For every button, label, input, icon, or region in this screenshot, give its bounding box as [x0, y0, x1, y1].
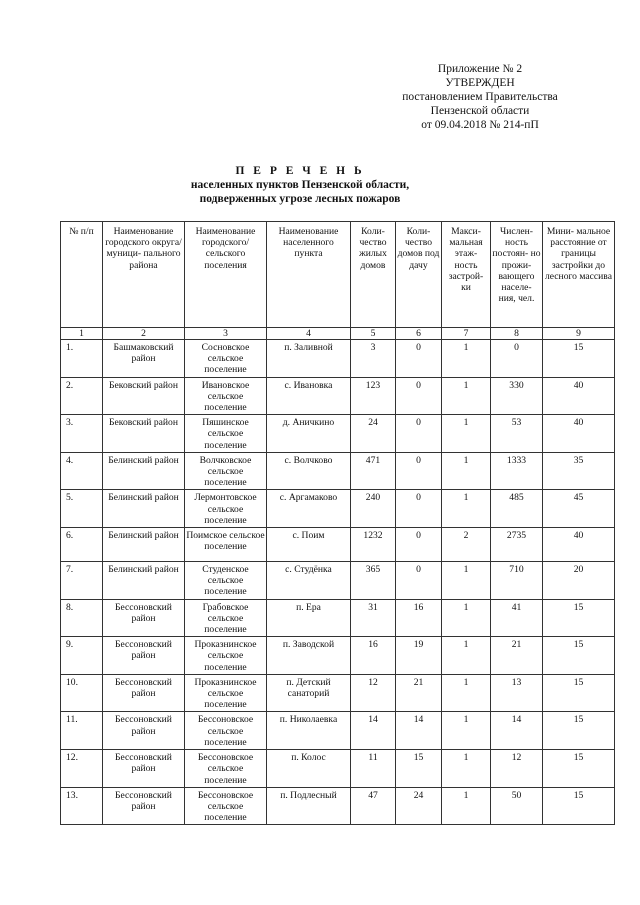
cell-population: 0 — [491, 340, 543, 378]
cell-district: Белинский район — [103, 452, 185, 490]
table-row — [61, 562, 615, 600]
cell-houses: 123 — [351, 377, 396, 415]
cell-number: 13. — [61, 787, 103, 825]
cell-number: 8. — [61, 599, 103, 637]
cell-houses: 31 — [351, 599, 396, 637]
cell-population: 1333 — [491, 452, 543, 490]
column-number: 1 — [61, 328, 103, 340]
localities-table — [60, 221, 615, 825]
cell-district: Белинский район — [103, 528, 185, 562]
cell-dachas: 24 — [396, 787, 442, 825]
cell-settlement: Студенское сельское поселение — [185, 562, 267, 600]
table-row — [61, 528, 615, 562]
column-number: 8 — [491, 328, 543, 340]
cell-distance: 15 — [543, 599, 615, 637]
cell-dachas: 0 — [396, 562, 442, 600]
cell-population: 2735 — [491, 528, 543, 562]
cell-distance: 15 — [543, 674, 615, 712]
table-row — [61, 452, 615, 490]
cell-houses: 47 — [351, 787, 396, 825]
cell-number: 3. — [61, 415, 103, 453]
header-population: Числен- ность постоян- но прожи- вающего населе- ния, чел. — [491, 222, 543, 328]
cell-distance: 15 — [543, 750, 615, 788]
cell-distance: 40 — [543, 377, 615, 415]
approval-date: от 09.04.2018 № 214-пП — [421, 119, 539, 131]
title-subheading-2: подверженных угрозе лесных пожаров — [199, 193, 401, 205]
cell-settlement: Лермонтовское сельское поселение — [185, 490, 267, 528]
cell-dachas: 16 — [396, 599, 442, 637]
table-row — [61, 377, 615, 415]
cell-houses: 16 — [351, 637, 396, 675]
cell-district: Башмаковский район — [103, 340, 185, 378]
cell-population: 50 — [491, 787, 543, 825]
column-number: 3 — [185, 328, 267, 340]
cell-district: Бековский район — [103, 377, 185, 415]
cell-floors: 1 — [442, 674, 491, 712]
cell-population: 330 — [491, 377, 543, 415]
cell-locality: п. Николаевка — [267, 712, 351, 750]
cell-locality: с. Ивановка — [267, 377, 351, 415]
cell-houses: 240 — [351, 490, 396, 528]
cell-settlement: Бессоновское сельское поселение — [185, 750, 267, 788]
cell-district: Бессоновский район — [103, 787, 185, 825]
cell-settlement: Бессоновское сельское поселение — [185, 787, 267, 825]
cell-floors: 1 — [442, 490, 491, 528]
cell-settlement: Волчковское сельское поселение — [185, 452, 267, 490]
cell-population: 13 — [491, 674, 543, 712]
header-floors: Макси- мальная этаж- ность застрой- ки — [442, 222, 491, 328]
cell-locality: с. Аргамаково — [267, 490, 351, 528]
cell-locality: д. Аничкино — [267, 415, 351, 453]
cell-houses: 24 — [351, 415, 396, 453]
header-locality: Наименование населенного пункта — [267, 222, 351, 328]
cell-population: 710 — [491, 562, 543, 600]
cell-houses: 471 — [351, 452, 396, 490]
cell-floors: 1 — [442, 787, 491, 825]
cell-number: 5. — [61, 490, 103, 528]
cell-locality: п. Детский санаторий — [267, 674, 351, 712]
cell-settlement: Проказнинское сельское поселение — [185, 637, 267, 675]
cell-distance: 40 — [543, 415, 615, 453]
cell-locality: п. Колос — [267, 750, 351, 788]
cell-floors: 1 — [442, 415, 491, 453]
cell-dachas: 0 — [396, 490, 442, 528]
cell-district: Бессоновский район — [103, 712, 185, 750]
table-row — [61, 750, 615, 788]
cell-settlement: Пяшинское сельское поселение — [185, 415, 267, 453]
cell-number: 1. — [61, 340, 103, 378]
cell-population: 53 — [491, 415, 543, 453]
cell-locality: с. Студёнка — [267, 562, 351, 600]
cell-population: 485 — [491, 490, 543, 528]
header-houses: Коли- чество жилых домов — [351, 222, 396, 328]
cell-dachas: 0 — [396, 340, 442, 378]
cell-district: Бессоновский район — [103, 599, 185, 637]
cell-number: 7. — [61, 562, 103, 600]
header-distance: Мини- мальное расстояние от границы застройки до лесного массива — [543, 222, 615, 328]
cell-floors: 2 — [442, 528, 491, 562]
table-row — [61, 674, 615, 712]
column-number: 7 — [442, 328, 491, 340]
approved-label: УТВЕРЖДЕН — [445, 77, 515, 89]
cell-number: 6. — [61, 528, 103, 562]
cell-settlement: Проказнинское сельское поселение — [185, 674, 267, 712]
cell-number: 2. — [61, 377, 103, 415]
cell-district: Бессоновский район — [103, 637, 185, 675]
cell-population: 41 — [491, 599, 543, 637]
cell-locality: п. Заливной — [267, 340, 351, 378]
cell-houses: 365 — [351, 562, 396, 600]
table-row — [61, 637, 615, 675]
column-number: 9 — [543, 328, 615, 340]
cell-dachas: 0 — [396, 452, 442, 490]
header-settlement: Наименование городского/ сельского поселения — [185, 222, 267, 328]
cell-distance: 40 — [543, 528, 615, 562]
cell-houses: 3 — [351, 340, 396, 378]
header-district: Наименование городского округа/ муници- пального района — [103, 222, 185, 328]
cell-population: 21 — [491, 637, 543, 675]
cell-locality: п. Заводской — [267, 637, 351, 675]
column-number: 5 — [351, 328, 396, 340]
cell-district: Бессоновский район — [103, 674, 185, 712]
cell-population: 12 — [491, 750, 543, 788]
cell-floors: 1 — [442, 637, 491, 675]
cell-number: 10. — [61, 674, 103, 712]
cell-dachas: 0 — [396, 415, 442, 453]
cell-locality: с. Поим — [267, 528, 351, 562]
table-row — [61, 340, 615, 378]
cell-dachas: 15 — [396, 750, 442, 788]
cell-floors: 1 — [442, 599, 491, 637]
header-dachas: Коли- чество домов под дачу — [396, 222, 442, 328]
cell-distance: 20 — [543, 562, 615, 600]
cell-settlement: Поимское сельское поселение — [185, 528, 267, 562]
cell-district: Бековский район — [103, 415, 185, 453]
cell-dachas: 0 — [396, 528, 442, 562]
cell-dachas: 19 — [396, 637, 442, 675]
cell-settlement: Бессоновское сельское поселение — [185, 712, 267, 750]
cell-floors: 1 — [442, 340, 491, 378]
cell-distance: 15 — [543, 712, 615, 750]
table-row — [61, 490, 615, 528]
cell-houses: 12 — [351, 674, 396, 712]
cell-population: 14 — [491, 712, 543, 750]
document-title — [140, 164, 460, 206]
approved-by-region: Пензенской области — [430, 105, 530, 117]
column-number-row — [61, 328, 615, 340]
cell-floors: 1 — [442, 712, 491, 750]
cell-settlement: Грабовское сельское поселение — [185, 599, 267, 637]
cell-number: 4. — [61, 452, 103, 490]
cell-locality: с. Волчково — [267, 452, 351, 490]
approval-block — [380, 62, 580, 132]
cell-distance: 15 — [543, 340, 615, 378]
cell-distance: 45 — [543, 490, 615, 528]
table-body — [61, 340, 615, 825]
cell-district: Белинский район — [103, 562, 185, 600]
cell-distance: 15 — [543, 637, 615, 675]
cell-locality: п. Ера — [267, 599, 351, 637]
header-number: № п/п — [61, 222, 103, 328]
cell-floors: 1 — [442, 452, 491, 490]
table-row — [61, 787, 615, 825]
cell-number: 11. — [61, 712, 103, 750]
cell-floors: 1 — [442, 377, 491, 415]
table-row — [61, 712, 615, 750]
cell-dachas: 21 — [396, 674, 442, 712]
cell-number: 9. — [61, 637, 103, 675]
cell-settlement: Ивановское сельское поселение — [185, 377, 267, 415]
cell-floors: 1 — [442, 562, 491, 600]
table-header-row — [61, 222, 615, 328]
cell-distance: 35 — [543, 452, 615, 490]
cell-district: Белинский район — [103, 490, 185, 528]
table-row — [61, 415, 615, 453]
approved-by: постановлением Правительства — [402, 91, 558, 103]
column-number: 4 — [267, 328, 351, 340]
cell-dachas: 0 — [396, 377, 442, 415]
cell-district: Бессоновский район — [103, 750, 185, 788]
appendix-number: Приложение № 2 — [437, 63, 523, 75]
cell-houses: 11 — [351, 750, 396, 788]
cell-dachas: 14 — [396, 712, 442, 750]
column-number: 6 — [396, 328, 442, 340]
table-row — [61, 599, 615, 637]
cell-houses: 1232 — [351, 528, 396, 562]
cell-number: 12. — [61, 750, 103, 788]
title-subheading-1: населенных пунктов Пензенской области, — [190, 179, 410, 191]
title-heading: П Е Р Е Ч Е Н Ь — [235, 165, 365, 177]
cell-locality: п. Подлесный — [267, 787, 351, 825]
cell-distance: 15 — [543, 787, 615, 825]
cell-settlement: Сосновское сельское поселение — [185, 340, 267, 378]
column-number: 2 — [103, 328, 185, 340]
cell-floors: 1 — [442, 750, 491, 788]
cell-houses: 14 — [351, 712, 396, 750]
